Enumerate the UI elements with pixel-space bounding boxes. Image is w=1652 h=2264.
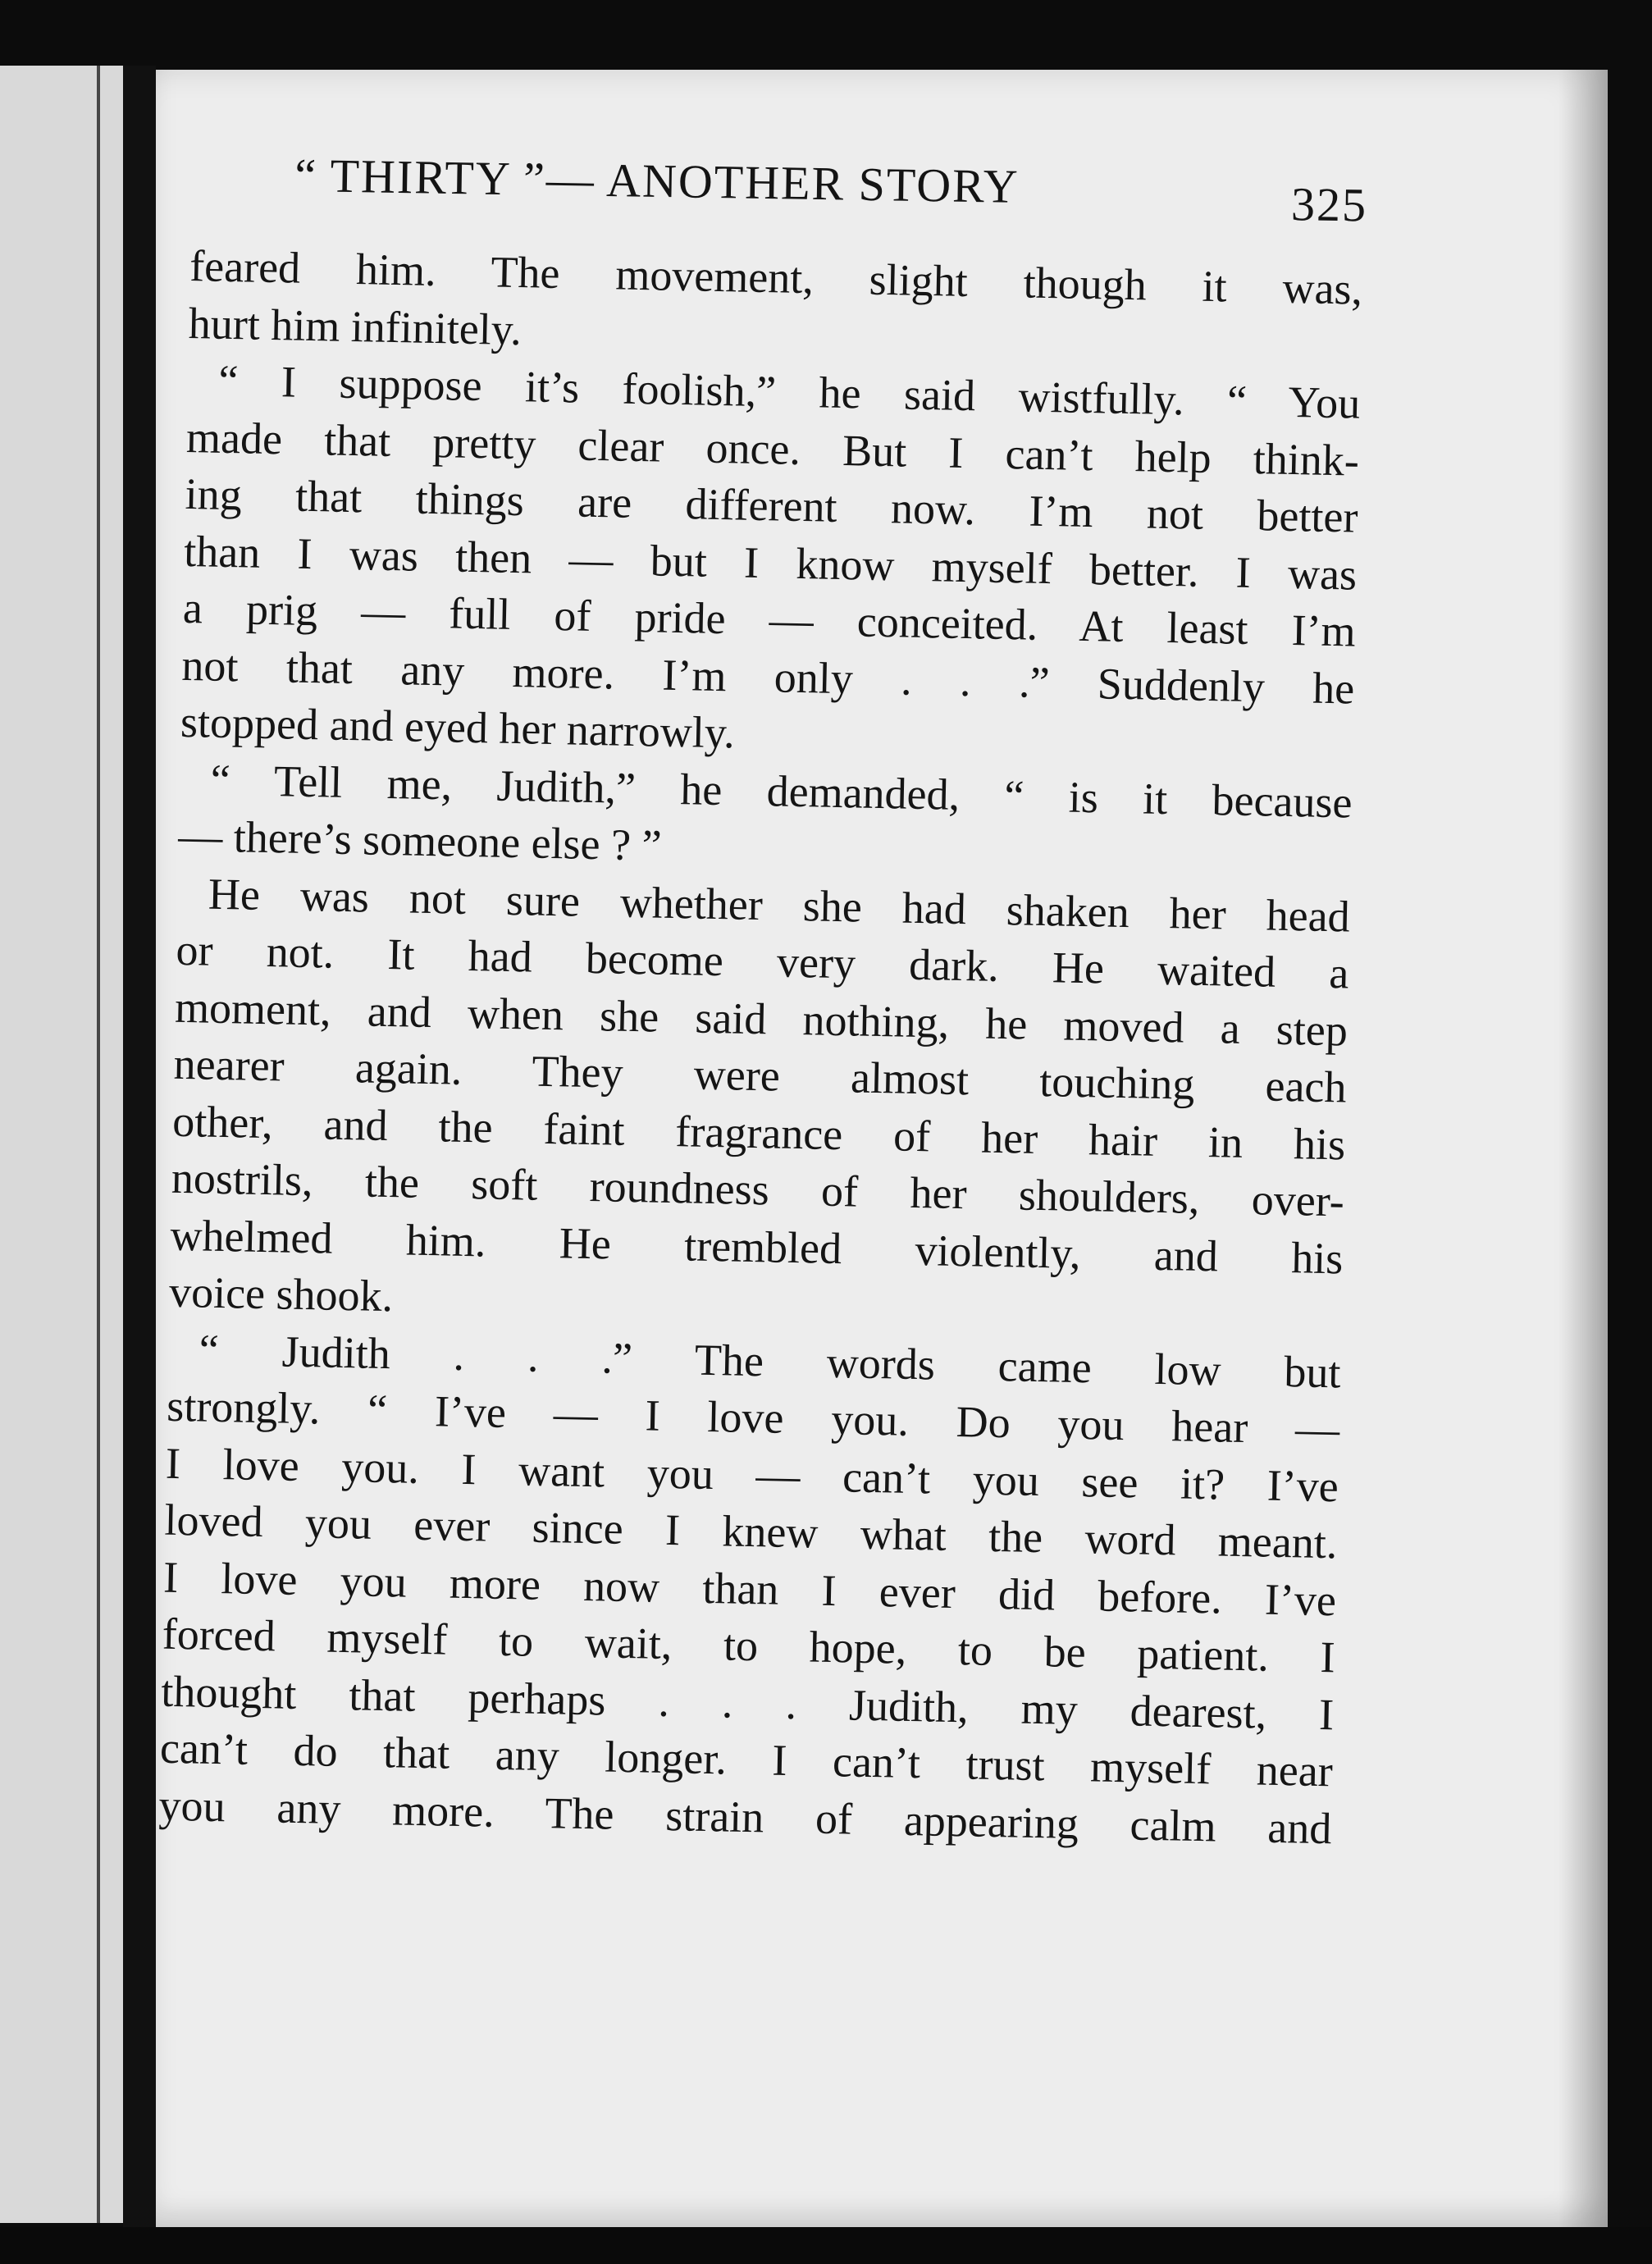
running-head: “ THIRTY ”— ANOTHER STORY	[294, 148, 1020, 213]
text-line: loved you ever since I knew what the word meant.	[164, 1495, 1338, 1568]
text-line: feared him. The movement, slight though it was,	[189, 240, 1363, 314]
text-line: nearer again. They were almost touching each	[173, 1038, 1348, 1112]
facing-page-margin-line	[97, 66, 100, 2223]
text-line: other, and the faint fragrance of her hair in his	[171, 1096, 1346, 1169]
text-line: “ Judith . . .” The words came low but	[199, 1324, 1342, 1397]
text-line: whelmed him. He trembled violently, and his	[170, 1210, 1344, 1283]
text-line: than I was then — but I know myself better. I was	[183, 526, 1358, 600]
text-line: He was not sure whether she had shaken her head	[208, 869, 1351, 942]
text-line: voice shook.	[168, 1267, 394, 1321]
text-line: you any more. The strain of appearing calm and	[158, 1780, 1332, 1853]
text-line: stopped and eyed her narrowly.	[180, 696, 736, 758]
text-line: thought that perhaps . . . Judith, my dearest, I	[160, 1666, 1335, 1739]
text-line: nostrils, the soft roundness of her shoulders, over-	[171, 1153, 1345, 1226]
text-line: hurt him infinitely.	[188, 298, 523, 354]
book-gutter	[123, 66, 156, 2231]
text-line: strongly. “ I’ve — I love you. Do you hear —	[166, 1381, 1340, 1454]
scan-bottom-border	[0, 2227, 1652, 2264]
text-line: I love you. I want you — can’t you see it? I’ve	[165, 1438, 1339, 1511]
text-line: forced myself to wait, to hope, to be patient. I	[162, 1609, 1336, 1682]
text-line: can’t do that any longer. I can’t trust myself near	[159, 1723, 1334, 1796]
text-line: a prig — full of pride — conceited. At least I’m	[182, 582, 1357, 656]
text-line: or not. It had become very dark. He waited a	[175, 924, 1349, 998]
text-line: — there’s someone else ? ”	[177, 810, 663, 870]
page-number: 325	[1290, 177, 1368, 232]
body-text	[158, 238, 1363, 1857]
text-line: ing that things are different now. I’m not better	[185, 468, 1359, 542]
text-line: “ Tell me, Judith,” he demanded, “ is it because	[210, 755, 1353, 828]
page-edge-shadow	[1558, 70, 1608, 2227]
text-line: made that pretty clear once. But I can’t help think-	[185, 412, 1360, 486]
text-line: moment, and when she said nothing, he moved a step	[174, 982, 1349, 1056]
text-line: I love you more now than I ever did before. I’ve	[162, 1552, 1337, 1625]
text-line: “ I suppose it’s foolish,” he said wistfully. “ You	[217, 355, 1361, 428]
text-line: not that any more. I’m only . . .” Suddenly he	[180, 640, 1355, 714]
